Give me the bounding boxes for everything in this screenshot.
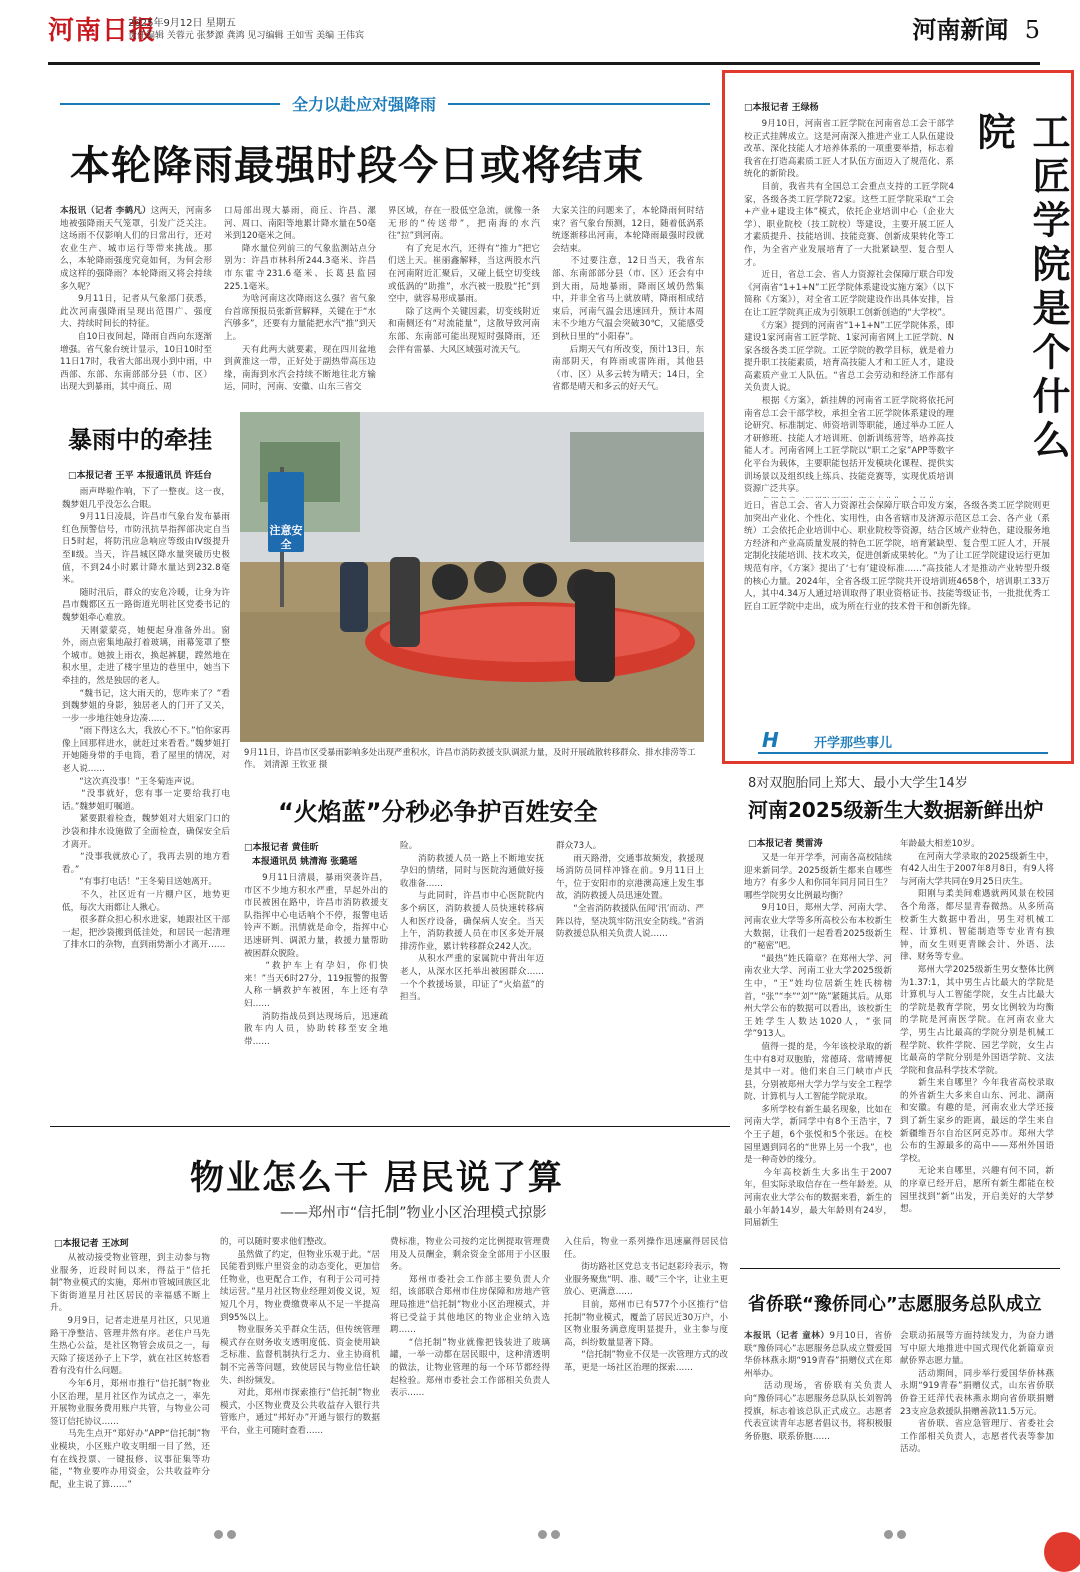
- photo-caption: 9月11日，许昌市区受暴雨影响多处出现严重积水，许昌市消防救援支队调派力量，及时开展疏散转移群众、排水排涝等工作。 刘清源 王钦亚 摄: [244, 747, 696, 769]
- lead-byline: 本报讯（记者 李鹤凡）: [60, 206, 151, 216]
- fire-byline-1: □本报记者 黄佳昕: [244, 843, 319, 853]
- page-number: 5: [1024, 16, 1040, 44]
- school-headline: 河南2025级新生大数据新鲜出炉: [748, 798, 1044, 822]
- lead-col-4: 大家关注的问题来了，本轮降雨何时结束？省气象台预测，12日，随着低涡系统逐渐移出河南，本轮降雨最强时段就会结束。 不过要注意，12日当天，我省东部、东南部部分县（市、区）还会有中到大雨，局地暴雨，降雨区域仍然集中，并非全省马上就放晴，降雨相成结束后，河南气温会迅速回升，预计本周末不少地方气温会突破30℃，又能感受到秋日里的“小阳春”。 后期天气有所改变，预计13日，东南部阴天，有阵雨或雷阵雨，其他县（市、区）从多云转为晴天；14日，全省都是晴天和多云的好天气。: [552, 206, 704, 393]
- issue-date: 2025年9月12日 星期五: [128, 18, 236, 29]
- rain-body: 雨声哗啦作响，下了一整夜。这一夜，魏梦姐几乎没怎么合眼。 9月11日凌晨，许昌市气象台发布暴雨红色预警信号，市防汛抗旱指挥部决定自当日5时起，将防汛应急响应等级由IV级提升至Ⅱ级。当天，许昌城区降水量突破历史极值，不到24小时累计降水量达到232.8毫米。 随时汛后，群众的安危冷暖，让身为许昌市魏都区五一路街道光明社区党委书记的魏梦姐牵心难放。 天刚蒙蒙亮，她便起身准备外出。窗外，雨点密集地敲打着玻璃，雨幕笼罩了整个城市。她披上雨衣，换起裤腿，蹚然地在积水里，走进了楼宇里边的巷里中，她当下牵挂的，然是独居的老人。 “魏书记，这大雨天的，您咋来了？”看到魏梦姐的身影，独居老人的门开了又关，一步一步地往她身边凑…… “雨下得这么大，我放心不下。”怕你家再像上回那样进水，就赶过来看看。”魏梦姐打开她随身带的手电筒，看了屋里的情况，对老人说…… “这次真没事！”王冬菊连声说。 “没事就好，您有事一定要给我打电话。”魏梦姐叮嘱道。 紧要跟着检查，魏梦姐对大姐家门口的沙袋和排水设施做了全面检查，确保安全后才离开。 “没事我就放心了，我再去别的地方看看。” “有事打电话！”王冬菊目送她离开。 不久，社区近有一片棚户区，地势更低，每次大雨都让人揪心。 很多群众担心积水进家，她跟社区干部一起，把沙袋搬到低洼处，和居民一起清理了排水口的杂物，直到雨势渐小才离开……: [62, 487, 230, 951]
- road-sign-text: 注意安全: [269, 524, 303, 551]
- header-rule: [48, 62, 1040, 65]
- pagination-dots-3[interactable]: [884, 1524, 910, 1543]
- school-subhead: 8对双胞胎同上郑大、最小大学生14岁: [748, 776, 968, 791]
- dot[interactable]: [884, 1530, 893, 1539]
- corner-circle: [1044, 1532, 1080, 1572]
- lead-kicker: 全力以赴应对强降雨: [280, 92, 448, 115]
- rain-byline: □本报记者 王平 本报通讯员 许廷台: [68, 471, 212, 481]
- dot[interactable]: [538, 1530, 547, 1539]
- dot[interactable]: [227, 1530, 236, 1539]
- rain-headline: 暴雨中的牵挂: [68, 426, 212, 454]
- craftsman-byline: □本报记者 王绿杨: [744, 103, 819, 113]
- property-top-rule: [50, 1126, 730, 1127]
- section-name: 河南新闻: [912, 15, 1009, 44]
- lead-col-2: 口局部出现大暴雨，商丘、许昌、漯河、周口、南阳等地累计降水量在50毫米到120毫米之间。 降水量位列前三的气象监测站点分别为：许昌市林科所244.3毫米、许昌市东霍寺231.6毫米、长葛县监园225.1毫米。 为啥河南这次降雨这么强？省气象台首席预报员张新营解释，关键在于“水汽够多”，还要有力量能把水汽“推”到天上。 天有此两大就要素，现在四川盆地到黄淮这一带，正好处于副热带高压边缘，南海到水汽会持续不断地往北方输运，同时，河南、安徽、山东三省交: [224, 206, 376, 393]
- school-tag-letter: H: [762, 728, 779, 752]
- school-section-tag: [758, 728, 1048, 754]
- editors-line: 责任编辑 关蓉元 张梦源 龚鸿 见习编辑 王如雪 美编 王伟宾: [128, 31, 365, 41]
- overseas-col-2: 会联动拓展等方面持续发力，为奋力谱写中原大地推进中国式现代化新篇章贡献侨界志愿力量。 活动期间，同步举行爱国华侨林燕永期“919青春”捐赠仪式，山东省侨联侨眷王廷萍代表林燕永期向省侨联捐赠23支应急救援队捐赠善款11.5万元。 省侨联、省应急管理厅、省委社会工作部相关负责人，志愿者代表等参加活动。: [900, 1331, 1054, 1455]
- dot[interactable]: [897, 1530, 906, 1539]
- dot[interactable]: [214, 1530, 223, 1539]
- property-col-3: 费标准，物业公司按约定比例提取管理费用及人员酬金，剩余资金全部用于小区服务。 郑州市委社会工作部主要负责人介绍，该部联合郑州市住房保障和房地产管理局推进“信托制”物业小区治理模式，并将已受益于其他地区的物业企业纳入选聘…… “信托制”物业就像把钱装进了玻璃罐，一举一动都在居民眼中，这种清透明的做法，让物业管理的每一个环节都经得起检验。郑州市委社会工作部相关负责人表示……: [390, 1237, 550, 1399]
- masthead-logo: 河南日报: [48, 16, 157, 46]
- property-col-1: 从被动接受物业管理，到主动参与物业服务，近段时间以来，得益于“信托制”物业模式的实施，郑州市管城回族区北下街街道星月社区居民的幸福感不断上升。 9月9日，记者走进星月社区，只见道路干净整洁、管理井然有序。老住户马先生热心公益，是社区物管会成员之一，每天除了接送孙子上下学，就在社区转悠看看有没有什么问题。 今年6月，郑州市推行“信托制”物业小区治理，星月社区作为试点之一，率先开展物业服务费用账户共管，与物业公司签订信托协议…… 马先生点开“郑好办”APP“信托制”物业模块，小区账户收支明细一目了然，还有在线投票、一键报修、议事征集等功能，“物业要咋办用资金，公共收益咋分配，业主说了算……”: [50, 1253, 210, 1490]
- dot[interactable]: [551, 1530, 560, 1539]
- craftsman-body-bottom: 近日，省总工会、省人力资源社会保障厅联合印发方案，各级各类工匠学院则更加突出产业化、个性化、实用性，由各省辖市及济源示范区总工会、各产业（系统）工会依托企业培训中心、职业院校等资源，结合区域产业特色，建设服务地方经济和产业高质量发展的特色工匠学院，培育紧缺型、复合型工匠人才，开展定制化技能培训、技术攻关，促进创新成果转化。“为了让工匠学院建设运行更加规范有序，《方案》提出了‘七有’建设标准……”高技能人才是推动产业转型升级的核心力量。2024年，全省各级工匠学院共开设培训班4658个，培训职工33万人，其中4.34万人通过培训取得了职业资格证书、技能等级证书，一批批优秀工匠自工匠学院中走出，成为所在行业的技术骨干和创新先锋。: [744, 501, 1050, 612]
- fire-byline-2: 本报通讯员 姚清海 张璐瑶: [252, 857, 358, 867]
- fire-col-1: 9月11日清晨，暴雨突袭许昌，市区不少地方积水严重，早起外出的市民被困在路中，许昌市消防救援支队指挥中心电话响个不停，报警电话铃声不断。汛情就是命令，指挥中心迅速研判、调派力量，救援力量帮助被困群众脱险。 “救护车上有孕妇，你们快来！”当天6时27分，119报警的报警人称一辆救护车被困，车上还有孕妇…… 消防指战员到达现场后，迅速疏散车内人员，协助转移至安全地带……: [244, 873, 388, 1047]
- property-subtitle: ——郑州市“信托制”物业小区治理模式掠影: [280, 1205, 547, 1221]
- overseas-col-1: [744, 1330, 892, 1520]
- overseas-top-rule: [740, 1268, 1060, 1269]
- school-col-1: 又是一年开学季，河南各高校陆续迎来新同学。2025级新生都来自哪些地方？有多少人和你同年同月同日生？哪些学院男女比例最均衡？ 9月10日，郑州大学、河南大学、河南农业大学等多所高校公布本校新生大数据，让我们一起看看2025级新生的“秘密”吧。 “最热”姓氏篇章？在郑州大学、河南农业大学、河南工业大学2025级新生中，“王”姓均位居新生姓氏榜榜首，“张”“李”“刘”“陈”紧随其后。从郑州大学公布的数据可以看出，该校新生王姓学生人数达1020人，“张同学”913人。 值得一提的是，今年该校录取的新生中有8对双胞胎，常德琦、常晴博便是其中一对。他们来自三门峡市卢氏县，分别被郑州大学力学与安全工程学院、计算机与人工智能学院录取。 多所学校有新生最名现象，比如在河南大学，新同学中有8个王浩宇，7个王子超，6个张悦和5个张远。在校园里遇到同名的“世界上另一个我”，也是一种奇妙的缘分。 今年高校新生大多出生于2007年，但实际录取信存在一些年龄差。从河南农业大学公布的数据来看，新生的最小年龄14岁，最大年龄则有24岁，同届新生: [744, 853, 892, 1229]
- overseas-headline: 省侨联“豫侨同心”志愿服务总队成立: [748, 1294, 1042, 1315]
- lead-col-3: 界区域，存在一股低空急流，就像一条无形的“传送带”，把南海的水汽往“拉”到河南。 有了充足水汽，还得有“推力”把它们送上天。崔丽鑫解释，当这两股水汽在河南附近汇聚后，又碰上低空切变线或低涡的“助推”，水汽被一股股“托”到空中，就容易形成暴雨。 除了这两个关键因素，切变线附近和南侧还有“对流能量”，这散导致河南东部、东南部可能出现短时强降雨，还会伴有雷暴、大风区域强对流天气。: [388, 206, 540, 355]
- craftsman-vertical-title: 工匠学院是个什么院: [971, 112, 1070, 464]
- flood-rescue-photo: [240, 412, 704, 742]
- school-col-2: 年龄最大相差10岁。 在河南大学录取的2025级新生中，有42人出生于2007年8月8日，有9人将与河南大学共同在9月25日庆生。 阳刚与柔美间难遇就两风景在校园各个角落，都尽显青春微热。从多所高校新生大数据中看出，男生对机械工程、计算机、智能制造等专业青有独钟，而女生则更青睐会计、外语、法律、财务等专业。 郑州大学2025级新生男女整体比例为1.37:1，其中男生占比最大的学院是计算机与人工智能学院，女生占比最大的学院是教育学院，男女比例较为均衡的学院是河南医学院。在河南农业大学，男生占比最高的学院分别是机械工程学院、软件学院、园艺学院，女生占比最高的学院分别是外国语学院、文法学院和食品科学技术学院。 新生来自哪里？今年我省高校录取的外省新生大多来自山东、河北、湖南和安徽。有趣的是，河南农业大学还接到了新生家乡的距离，最远的学生来自新疆维吾尔自治区阿克苏市。郑州大学公布的生源最多的高中——郑州外国语学校。 无论来自哪里，兴趣有何不同，新的序章已经开启，愿所有新生都能在校园里找到“新”出发，开启美好的大学梦想。: [900, 839, 1054, 1215]
- pagination-dots-2[interactable]: [538, 1524, 564, 1543]
- overseas-col1-text: 9月10日，省侨联“豫侨同心”志愿服务总队成立暨爱国华侨林燕永期“919青春”捐赠仪式在郑州举办。 活动现场，省侨联有关负责人向“豫侨同心”志愿服务总队队长刘智鸽授旗，标志着该总队正式成立。志愿者代表宣读青年志愿者倡议书，将积极服务侨胞、联系侨胞……: [744, 1331, 892, 1442]
- craftsman-body: 9月10日，河南省工匠学院在河南省总工会干部学校正式挂牌成立。这是河南深入推进产业工人队伍建设改革、深化技能人才培养体系的一项重要举措，标志着我省在打造高素质工匠人才队伍方面迈入了规范化、系统化的新阶段。 目前，我省共有全国总工会重点支持的工匠学院4家，各级各类工匠学院72家。这些工匠学院采取“工会+产业+建设主体”模式，依托企业培训中心（企业大学）、职业院校（技工院校）等建设，主要开展工匠人才素质提升、技能培训、技能竞赛、创新成果转化等工作，为全省产业发展培育了一大批紧缺型、复合型人才。 近日，省总工会、省人力资源社会保障厅联合印发《河南省“1+1+N”工匠学院体系建设实施方案》（以下简称《方案》），对全省工匠学院建设作出具体安排，旨在让工匠学院真正成为引领职工创新创造的“大学校”。 《方案》提到的河南省“1+1+N”工匠学院体系，即建设1家河南省工匠学院、1家河南省网上工匠学院、N家各级各类工匠学院。工匠学院的教学目标，就是着力提升职工技能素质，培育高技能人才和工匠人才，建设高素质产业工人队伍。“省总工会劳动和经济工作部有关负责人说。 根据《方案》，新挂牌的河南省工匠学院将依托河南省总工会干部学校，承担全省工匠学院体系建设的理论研究、标准制定、师资培训等职能，通过举办工匠人才研修班、技能人才培训班、创新训练营等，培养高技能人才。河南省网上工匠学院以“职工之家”APP等数字化平台为载体，主要职能包括开发模块化课程、提供实训场景以及组织线上练兵、技能竞赛等，实现优质培训资源广泛共享。: [744, 119, 954, 495]
- lead-article: [60, 205, 710, 395]
- property-byline: □本报记者 王冰珂: [54, 1239, 129, 1249]
- pagination-dots-1[interactable]: [214, 1524, 240, 1543]
- lead-col1-text: 这两天，河南多地被强降雨天气笼罩，引发广泛关注。这场雨不仅影响人们的日常出行，还对农业生产、城市运行等带来挑战。那么，本轮降雨强度究竟如何，为何会形成这样的强降雨？本轮降雨又将会持续多久呢？ 9月11日，记者从气象部门获悉，此次河南强降雨呈现出范围广、强度大、持续时间长的特征。 自10日夜间起，降雨自西向东逐渐增强。省气象台统计显示，10日10时至11日17时，我省大部出现小到中雨，中西部、东部、东南部部分县（市、区）出现大到暴雨，其中商丘、周: [60, 206, 212, 393]
- road-sign: [268, 524, 304, 568]
- school-tag-label: 开学那些事儿: [814, 736, 893, 751]
- property-col-2: 的，可以随时要求他们整改。 虽然做了约定，但物业乐观于此。“居民能看到账户里资金的动态变化，更加信任物业，也更配合工作，有利于公司可持续运营。”星月社区物业经理刘俊义说，短短几个月，物业费缴费率从不足一半提高到95%以上。 物业服务关乎群众生活，但传统管理模式存在财务收支透明度低、资金使用缺乏标准、监督机制执行乏力、业主协商机制不完善等问题，致使居民与物业信任缺失、纠纷频发。 对此，郑州市探索推行“信托制”物业模式，小区物业费及公共收益存入银行共管账户，通过“邦好办”开通与银行的数据平台，业主可随时查看……: [220, 1237, 380, 1436]
- fire-headline: “火焰蓝”分秒必争护百姓安全: [278, 798, 598, 826]
- flood-scene-illustration: [240, 412, 704, 742]
- section-title: [912, 10, 1040, 45]
- fire-col-2: 险。 消防救援人员一路上不断地安抚孕妇的情绪，同时与医院沟通做好接收准备…… 与此同时，许昌市中心医院院内多个病区，消防救援人员快速转移病人和医疗设备，确保病人安全。当天上午，消防救援人员在市区多处开展排涝作业，累计转移群众242人次。 从积水严重的家属院中背出年迈老人，从深水区托举出被困群众……一个个救援场景，印证了“火焰蓝”的担当。: [400, 841, 544, 1003]
- school-byline: □本报记者 樊雷涛: [748, 839, 823, 849]
- lead-col-1: [60, 205, 212, 395]
- lead-headline: 本轮降雨最强时段今日或将结束: [70, 143, 644, 189]
- overseas-byline: 本报讯（记者 童林）: [744, 1331, 830, 1341]
- craftsman-body-top: [744, 118, 954, 498]
- fire-col-3: 群众73人。 雨天路滑，交通事故频发，救援现场消防员同样冲锋在前。9月11日上午，位于安阳市的京港澳高速上发生事故，消防救援人员迅速处置。 “全省消防救援队伍闻‘汛’而动、严阵以待，坚决筑牢防汛安全防线。”省消防救援总队相关负责人说……: [556, 841, 704, 940]
- property-col-4: 入住后，物业一系列操作迅速赢得居民信任。 街坊路社区党总支书记赵彩玲表示，物业服务聚焦“明、准、暖”三个字，让业主更放心、更满意…… 目前，郑州市已有577个小区推行“信托制”物业模式，覆盖了居民近30万户，小区物业服务满意度明显提升，业主参与度高，纠纷数量显著下降。 “信托制”物业不仅是一次管理方式的改革，更是一场社区治理的探索……: [564, 1237, 728, 1373]
- property-headline: 物业怎么干 居民说了算: [190, 1158, 564, 1198]
